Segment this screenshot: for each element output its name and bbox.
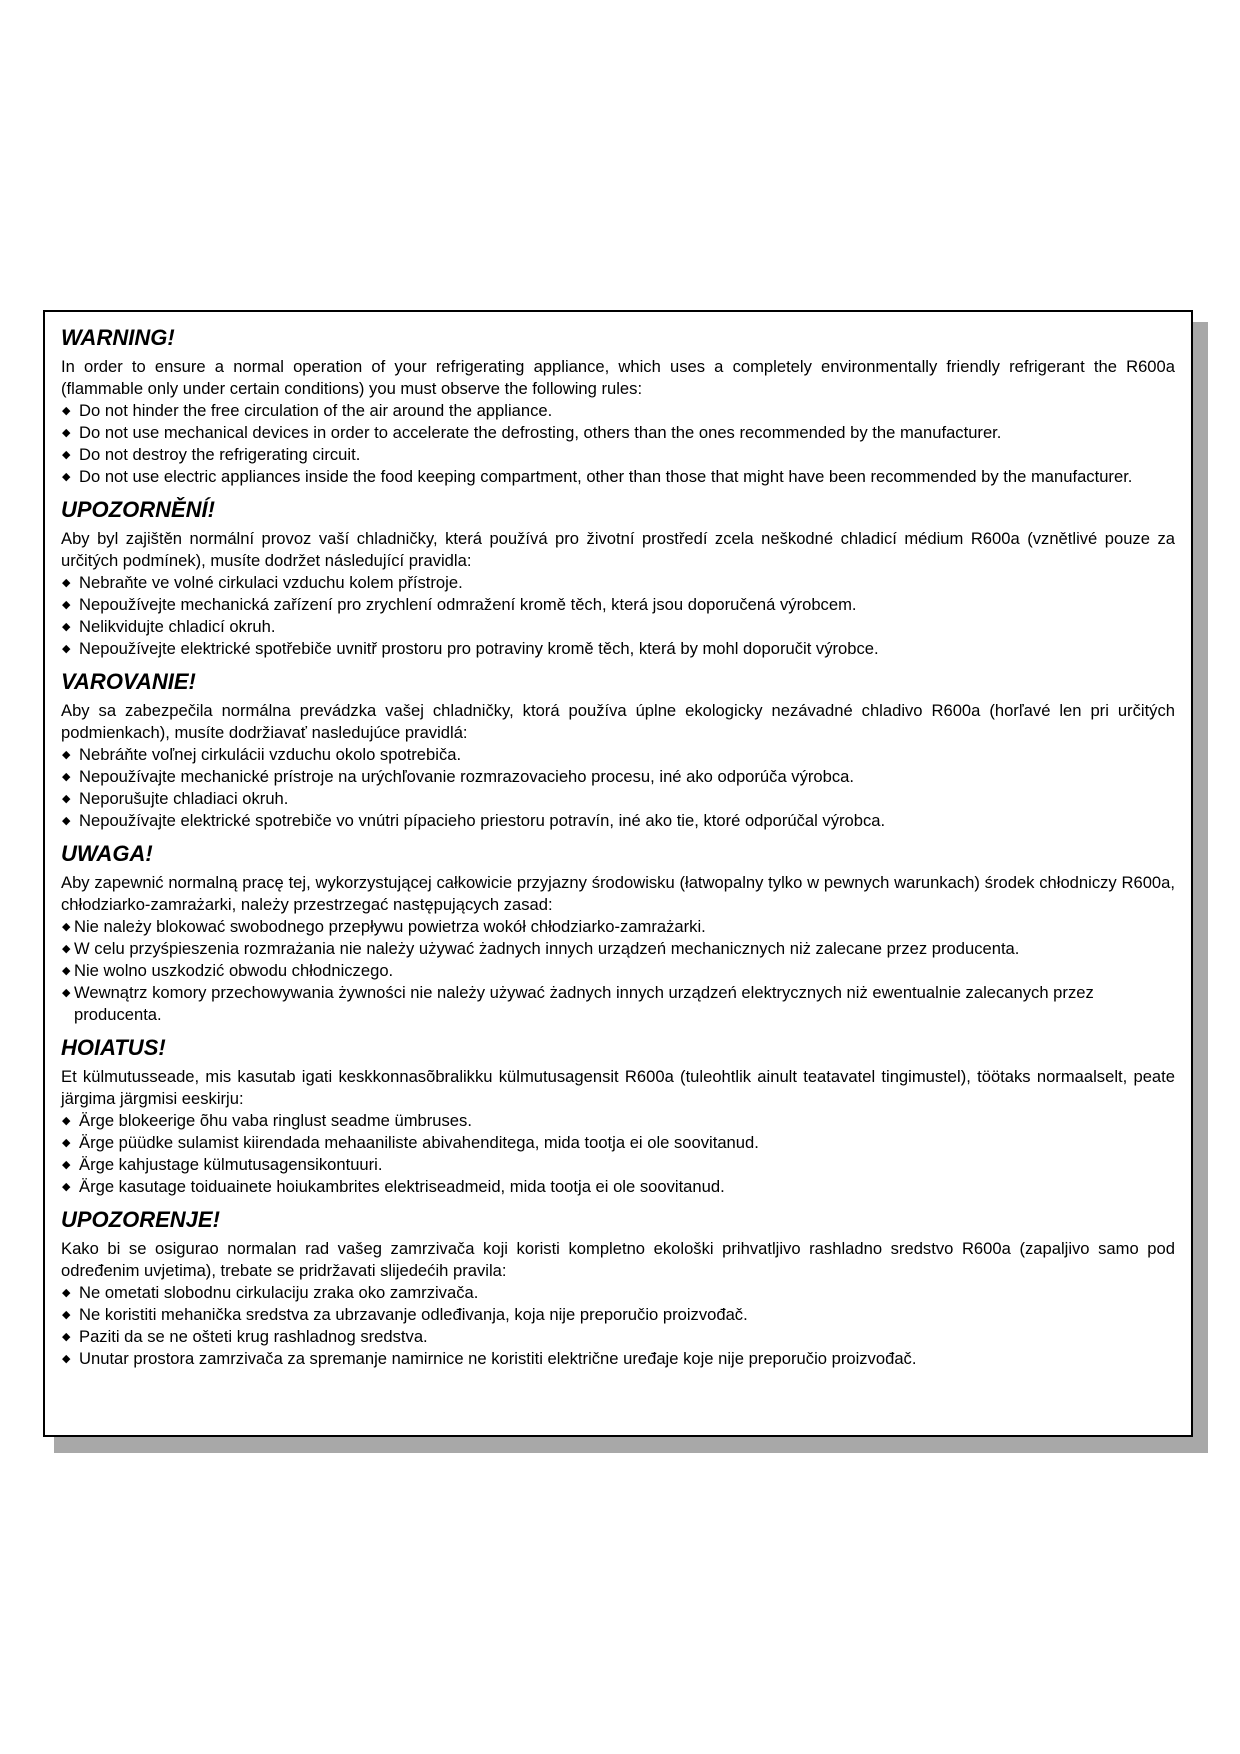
diamond-bullet-icon: ◆ (62, 943, 71, 955)
section-intro: In order to ensure a normal operation of your refrigerating appliance, which uses a completely environmentally friendly refrigerant the R600a (flammable only under certain conditions) you must observe the following rules: (61, 357, 1175, 398)
rule-item (61, 1154, 1175, 1176)
diamond-bullet-icon: ◆ (62, 987, 71, 999)
rule-item (61, 1348, 1175, 1370)
rule-item (61, 810, 1175, 832)
rule-item (61, 466, 1175, 488)
rule-item (61, 1282, 1175, 1304)
section-estonian (61, 1034, 1175, 1198)
diamond-bullet-icon: ◆ (62, 1287, 71, 1299)
rule-text: Nebráňte voľnej cirkulácii vzduchu okolo spotrebiča. (79, 745, 462, 764)
section-polish (61, 840, 1175, 1026)
diamond-bullet-icon: ◆ (62, 921, 71, 933)
section-title: WARNING! (61, 325, 175, 350)
section-intro: Kako bi se osigurao normalan rad vašeg zamrzivača koji koristi kompletno ekološki prihvatljivo rashladno sredstvo R600a (zapaljivo samo pod određenim uvjetima), trebate se pridržavati slijedećih pravila: (61, 1239, 1175, 1280)
rule-item (61, 638, 1175, 660)
rule-item (61, 1326, 1175, 1348)
rule-item (61, 916, 1175, 938)
rule-item (61, 594, 1175, 616)
rule-text: Ärge püüdke sulamist kiirendada mehaaniliste abivahenditega, mida tootja ei ole soovitanud. (79, 1133, 759, 1152)
rule-item (61, 422, 1175, 444)
rule-text: Ne koristiti mehanička sredstva za ubrzavanje odleđivanja, koja nije preporučio proizvođač. (79, 1305, 748, 1324)
diamond-bullet-icon: ◆ (62, 1137, 71, 1149)
section-title: UPOZORENJE! (61, 1207, 220, 1232)
section-intro: Et külmutusseade, mis kasutab igati keskkonnasõbralikku külmutusagensit R600a (tuleohtlik ainult teatavatel tingimustel), töötaks normaalselt, peate järgima järgmisi eeskirju: (61, 1067, 1175, 1108)
diamond-bullet-icon: ◆ (62, 599, 71, 611)
diamond-bullet-icon: ◆ (62, 1309, 71, 1321)
diamond-bullet-icon: ◆ (62, 405, 71, 417)
rule-text: Do not destroy the refrigerating circuit. (79, 445, 361, 464)
diamond-bullet-icon: ◆ (62, 771, 71, 783)
diamond-bullet-icon: ◆ (62, 1353, 71, 1365)
rules-list (61, 400, 1175, 488)
diamond-bullet-icon: ◆ (62, 643, 71, 655)
section-intro: Aby byl zajištěn normální provoz vaší chladničky, která používá pro životní prostředí zcela neškodné chladicí médium R600a (vznětlivé pouze za určitých podmínek), musíte dodržet následující pravidla: (61, 529, 1175, 570)
rule-text: Ärge kasutage toiduainete hoiukambrites elektriseadmeid, mida tootja ei ole soovitanud. (79, 1177, 725, 1196)
rule-item (61, 1176, 1175, 1198)
rule-item (61, 1132, 1175, 1154)
diamond-bullet-icon: ◆ (62, 1331, 71, 1343)
rule-text: Unutar prostora zamrzivača za spremanje namirnice ne koristiti električne uređaje koje nije preporučio proizvođač. (79, 1349, 917, 1368)
section-intro: Aby sa zabezpečila normálna prevádzka vašej chladničky, ktorá používa úplne ekologicky nezávadné chladivo R600a (horľavé len pri určitých podmienkach), musíte dodržiavať nasledujúce pravidlá: (61, 701, 1175, 742)
rules-list (61, 1282, 1175, 1370)
rule-text: W celu przyśpieszenia rozmrażania nie należy używać żadnych innych urządzeń mechanicznych niż zalecane przez producenta. (74, 939, 1020, 958)
rule-text: Nie wolno uszkodzić obwodu chłodniczego. (74, 961, 394, 980)
diamond-bullet-icon: ◆ (62, 815, 71, 827)
rule-item (61, 444, 1175, 466)
section-title: HOIATUS! (61, 1035, 166, 1060)
rule-text: Neporušujte chladiaci okruh. (79, 789, 289, 808)
section-title: UPOZORNĚNÍ! (61, 497, 215, 522)
rule-text: Nie należy blokować swobodnego przepływu powietrza wokół chłodziarko-zamrażarki. (74, 917, 706, 936)
rule-text: Ärge blokeerige õhu vaba ringlust seadme ümbruses. (79, 1111, 472, 1130)
diamond-bullet-icon: ◆ (62, 749, 71, 761)
diamond-bullet-icon: ◆ (62, 621, 71, 633)
section-croatian (61, 1206, 1175, 1370)
diamond-bullet-icon: ◆ (62, 965, 71, 977)
rules-list (61, 1110, 1175, 1198)
rule-item (61, 572, 1175, 594)
rule-text: Nelikvidujte chladicí okruh. (79, 617, 276, 636)
rule-text: Nepoužívajte mechanické prístroje na urýchľovanie rozmrazovacieho procesu, iné ako odporúča výrobca. (79, 767, 855, 786)
diamond-bullet-icon: ◆ (62, 449, 71, 461)
rule-text: Do not use electric appliances inside the food keeping compartment, other than those that might have been recommended by the manufacturer. (79, 467, 1133, 486)
rule-item (61, 400, 1175, 422)
rule-item (61, 1110, 1175, 1132)
warning-box (43, 310, 1193, 1437)
diamond-bullet-icon: ◆ (62, 1181, 71, 1193)
rule-text: Nepoužívajte elektrické spotrebiče vo vnútri pípacieho priestoru potravín, iné ako tie, ktoré odporúčal výrobca. (79, 811, 886, 830)
diamond-bullet-icon: ◆ (62, 1115, 71, 1127)
rule-text: Wewnątrz komory przechowywania żywności nie należy używać żadnych innych urządzeń elektrycznych niż ewentualnie zalecanych przez producenta. (74, 983, 1094, 1024)
rule-text: Ärge kahjustage külmutusagensikontuuri. (79, 1155, 383, 1174)
section-english (61, 324, 1175, 488)
diamond-bullet-icon: ◆ (62, 793, 71, 805)
rule-text: Nebraňte ve volné cirkulaci vzduchu kolem přístroje. (79, 573, 463, 592)
rule-item (61, 744, 1175, 766)
rules-list (61, 572, 1175, 660)
rule-text: Nepoužívejte elektrické spotřebiče uvnitř prostoru pro potraviny kromě těch, která by mohl doporučit výrobce. (79, 639, 879, 658)
section-title: UWAGA! (61, 841, 153, 866)
diamond-bullet-icon: ◆ (62, 471, 71, 483)
rules-list (61, 916, 1175, 1026)
section-slovak (61, 668, 1175, 832)
diamond-bullet-icon: ◆ (62, 577, 71, 589)
rule-item (61, 960, 1175, 982)
rule-item (61, 766, 1175, 788)
rule-text: Paziti da se ne ošteti krug rashladnog sredstva. (79, 1327, 428, 1346)
section-title: VAROVANIE! (61, 669, 196, 694)
section-intro: Aby zapewnić normalną pracę tej, wykorzystującej całkowicie przyjazny środowisku (łatwopalny tylko w pewnych warunkach) środek chłodniczy R600a, chłodziarko-zamrażarki, należy przestrzegać następujących zasad: (61, 873, 1175, 914)
rules-list (61, 744, 1175, 832)
rule-item (61, 938, 1175, 960)
rule-text: Do not hinder the free circulation of the air around the appliance. (79, 401, 553, 420)
rule-text: Ne ometati slobodnu cirkulaciju zraka oko zamrzivača. (79, 1283, 479, 1302)
rule-item (61, 1304, 1175, 1326)
diamond-bullet-icon: ◆ (62, 1159, 71, 1171)
rule-item (61, 616, 1175, 638)
rule-text: Nepoužívejte mechanická zařízení pro zrychlení odmražení kromě těch, která jsou doporučená výrobcem. (79, 595, 857, 614)
rule-item (61, 788, 1175, 810)
rule-text: Do not use mechanical devices in order to accelerate the defrosting, others than the ones recommended by the manufacturer. (79, 423, 1002, 442)
diamond-bullet-icon: ◆ (62, 427, 71, 439)
rule-item (61, 982, 1175, 1026)
section-czech (61, 496, 1175, 660)
